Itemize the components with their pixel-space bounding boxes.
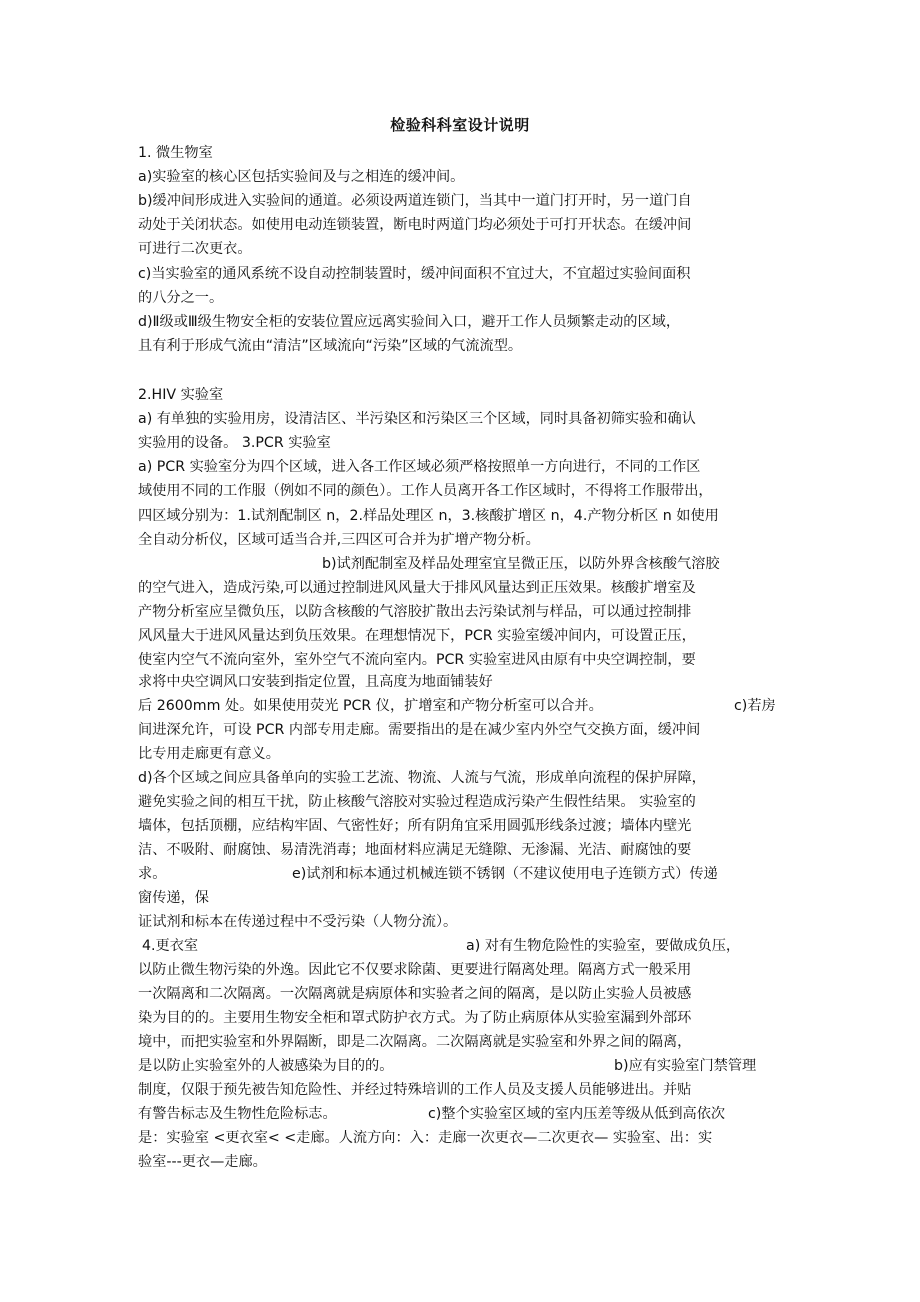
text-line: 求。 <box>138 866 167 882</box>
text-line: 风风量大于进风风量达到负压效果。在理想情况下，PCR 实验室缓冲间内，可设置正压， <box>138 628 696 644</box>
text-line: 洁、不吸附、耐腐蚀、易清洗消毒；地面材料应满足无缝隙、无渗漏、光洁、耐腐蚀的要 <box>138 842 692 858</box>
document-title: 检验科科室设计说明 <box>390 116 530 134</box>
section-heading-microbiology: 1. 微生物室 <box>138 145 213 161</box>
text-line: 验室---更衣—走廊。 <box>138 1154 267 1170</box>
text-line: 求将中央空调风口安装到指定位置，且高度为地面铺装好 <box>138 674 493 690</box>
text-line: 制度，仅限于预先被告知危险性、并经过特殊培训的工作人员及支援人员能够进出。并贴 <box>138 1082 692 1098</box>
text-line: 墙体，包括顶棚，应结构牢固、气密性好；所有阴角宜采用圆弧形线条过渡；墙体内壁光 <box>138 818 692 834</box>
text-line: 使室内空气不流向室外，室外空气不流向室内。PCR 实验室进风由原有中央空调控制，要 <box>138 652 696 668</box>
text-line: 实验用的设备。 3.PCR 实验室 <box>138 435 331 451</box>
text-line: 染为目的的。主要用生物安全柜和罩式防护衣方式。为了防止病原体从实验室漏到外部环 <box>138 1010 692 1026</box>
text-line: 可进行二次更衣。 <box>138 241 252 257</box>
text-line: c)整个实验室区域的室内压差等级从低到高依次 <box>428 1106 726 1122</box>
text-line: 后 2600mm 处。如果使用荧光 PCR 仪，扩增室和产物分析室可以合并。 <box>138 698 603 714</box>
text-line: 是：实验室 <更衣室< <走廊。人流方向：入：走廊一次更衣—二次更衣— 实验室、出：实 <box>138 1130 713 1146</box>
text-line: 是以防止实验室外的人被感染为目的的。 <box>138 1058 394 1074</box>
text-line: b)应有实验室门禁管理 <box>614 1058 757 1074</box>
text-line: 域使用不同的工作服（例如不同的颜色）。工作人员离开各工作区域时，不得将工作服带出， <box>138 483 713 499</box>
text-line: 窗传递，保 <box>138 890 209 906</box>
text-line: a) 有单独的实验用房，设清洁区、半污染区和污染区三个区域，同时具备初筛实验和确认 <box>138 411 696 427</box>
text-line: 境中，而把实验室和外界隔断，即是二次隔离。二次隔离就是实验室和外界之间的隔离， <box>138 1034 692 1050</box>
text-line: e)试剂和标本通过机械连锁不锈钢（不建议使用电子连锁方式）传递 <box>292 866 718 882</box>
text-line: 避免实验之间的相互干扰，防止核酸气溶胶对实验过程造成污染产生假性结果。 实验室的 <box>138 794 696 810</box>
text-line: 以防止微生物污染的外逸。因此它不仅要求除菌、更要进行隔离处理。隔离方式一般采用 <box>138 962 692 978</box>
section-heading-changing-room: 4.更衣室 <box>142 938 199 954</box>
text-line: a)实验室的核心区包括实验间及与之相连的缓冲间。 <box>138 169 465 185</box>
text-line: d)各个区域之间应具备单向的实验工艺流、物流、人流与气流，形成单向流程的保护屏障， <box>138 770 706 786</box>
text-line: d)Ⅱ级或Ⅲ级生物安全柜的安装位置应远离实验间入口，避开工作人员频繁走动的区域， <box>138 314 681 330</box>
text-line: 比专用走廊更有意义。 <box>138 746 280 762</box>
text-line: 有警告标志及生物性危险标志。 <box>138 1106 337 1122</box>
text-line: 间进深允许，可设 PCR 内部专用走廊。需要指出的是在减少室内外空气交换方面，缓冲间 <box>138 722 701 738</box>
text-line: 的八分之一。 <box>138 290 224 306</box>
text-line: 证试剂和标本在传递过程中不受污染（人物分流）。 <box>138 914 458 930</box>
text-line: 的空气进入，造成污染,可以通过控制进风风量大于排风风量达到正压效果。核酸扩增室及 <box>138 580 696 596</box>
text-line: 四区域分别为：1.试剂配制区 n，2.样品处理区 n，3.核酸扩增区 n，4.产物分析区 n 如使用 <box>138 508 719 524</box>
text-line: b)缓冲间形成进入实验间的通道。必须设两道连锁门，当其中一道门打开时，另一道门自 <box>138 193 692 209</box>
text-line: a) 对有生物危险性的实验室，要做成负压， <box>466 938 741 954</box>
text-line: c)若房 <box>734 698 776 714</box>
section-heading-hiv: 2.HIV 实验室 <box>138 387 224 403</box>
text-line: 一次隔离和二次隔离。一次隔离就是病原体和实验者之间的隔离，是以防止实验人员被感 <box>138 986 692 1002</box>
text-line: b)试剂配制室及样品处理室宜呈微正压，以防外界含核酸气溶胶 <box>322 556 720 572</box>
text-line: a) PCR 实验室分为四个区域，进入各工作区域必须严格按照单一方向进行，不同的工作区 <box>138 459 701 475</box>
text-line: c)当实验室的通风系统不设自动控制装置时，缓冲间面积不宜过大，不宜超过实验间面积 <box>138 266 691 282</box>
text-line: 产物分析室应呈微负压，以防含核酸的气溶胶扩散出去污染试剂与样品，可以通过控制排 <box>138 604 692 620</box>
text-line: 动处于关闭状态。如使用电动连锁装置，断电时两道门均必须处于可打开状态。在缓冲间 <box>138 217 692 233</box>
text-line: 全自动分析仪，区域可适当合并,三四区可合并为扩增产物分析。 <box>138 532 540 548</box>
text-line: 且有利于形成气流由“清洁”区域流向“污染”区域的气流流型。 <box>138 338 523 354</box>
